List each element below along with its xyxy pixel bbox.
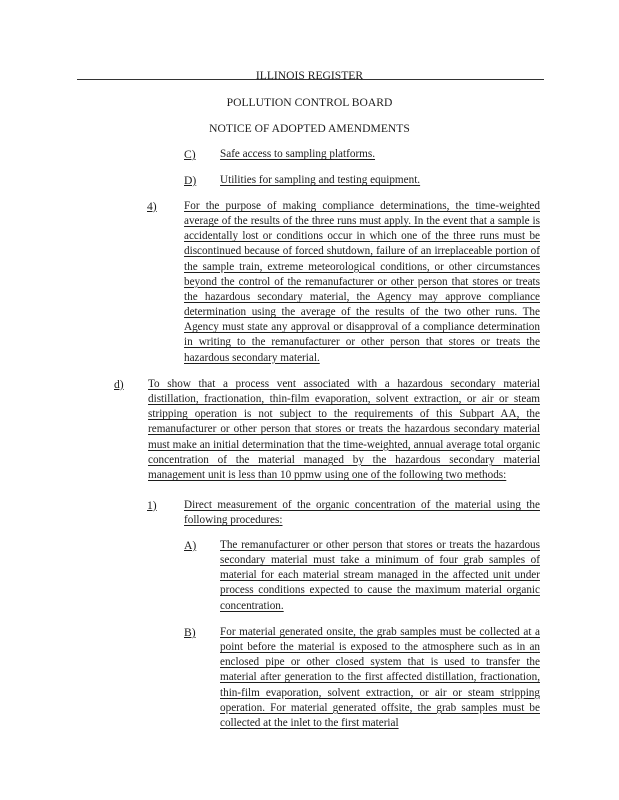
para-4-label: 4) — [147, 200, 157, 213]
header-rule — [77, 79, 544, 80]
item-c-label: C) — [184, 148, 196, 161]
notice-title: NOTICE OF ADOPTED AMENDMENTS — [209, 122, 410, 135]
item-c-text: Safe access to sampling platforms. — [220, 148, 376, 160]
para-1-text: Direct measurement of the organic concentration of the material using the following procedures: — [184, 499, 540, 527]
board-title: POLLUTION CONTROL BOARD — [226, 96, 393, 109]
register-title: ILLINOIS REGISTER — [255, 69, 364, 82]
para-4-text: For the purpose of making compliance determinations, the time-weighted average of the results of the three runs must apply. In the event that a sample is accidentally lost or conditions occur in which one of the three runs must be discontinued because of forced shutdown, failure of an irreplaceable portion of the sample train, extreme meteorological conditions, or other circumstances beyond the control of the remanufacturer or other person that stores or treats the hazardous secondary material, the Agency may approve compliance determination using the average of the results of the two other runs. The Agency must state any approval or disapproval of a compliance determination in writing to the remanufacturer or other person that stores or treats the hazardous secondary material. — [184, 200, 540, 364]
para-1-label: 1) — [147, 499, 157, 512]
item-d-label: D) — [184, 174, 197, 187]
subsection-d-label: d) — [114, 378, 124, 391]
item-b-text: For material generated onsite, the grab samples must be collected at a point before the material is exposed to the atmosphere such as in an enclosed pipe or other closed system that is used to transfer the material after generation to the first affected distillation, fractionation, thin-film evaporation, solvent extraction, or air or steam stripping operation. For material generated offsite, the grab samples must be collected at the inlet to the first material — [220, 626, 540, 729]
item-d-text: Utilities for sampling and testing equipment. — [220, 174, 421, 186]
item-a-label: A) — [184, 539, 197, 552]
item-b-label: B) — [184, 626, 196, 639]
subsection-d-text: To show that a process vent associated with a hazardous secondary material distillation, fractionation, thin-film evaporation, solvent extraction, or air or steam stripping operation is not subject to the requirements of this Subpart AA, the remanufacturer or other person that stores or treats the hazardous secondary material must make an initial determination that the time-weighted, annual average total organic concentration of the material managed by the hazardous secondary material management unit is less than 10 ppmw using one of the following two methods: — [148, 378, 540, 481]
item-a-text: The remanufacturer or other person that stores or treats the hazardous secondary material must take a minimum of four grab samples of material for each material stream managed in the affected unit under process conditions expected to cause the maximum material organic concentration. — [220, 539, 540, 612]
